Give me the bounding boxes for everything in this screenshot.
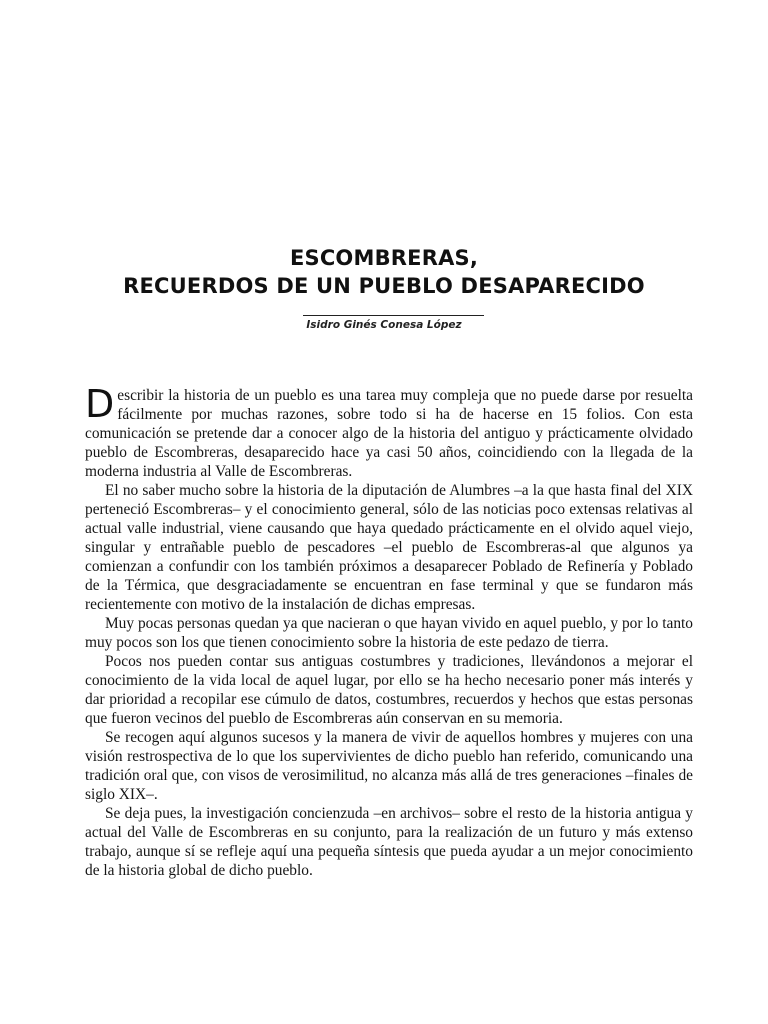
- title-line-2: RECUERDOS DE UN PUEBLO DESAPARECIDO: [123, 274, 645, 298]
- author-divider: [303, 315, 484, 316]
- paragraph-2: El no saber mucho sobre la historia de la diputación de Alumbres –a la que hasta final del XIX perteneció Escombreras– y el conocimiento general, sólo de las noticias poco extensas relativas al actual valle industrial, viene causando que haya quedado prácticamente en el olvido aquel viejo, singular y entrañable pueblo de pescadores –el pueblo de Escombreras-al que algunos ya comienzan a confundir con los también próximos a desaparecer Poblado de Refinería y Poblado de la Térmica, que desgraciadamente se encuentran en fase terminal y que se fundaron más recientemente con motivo de la instalación de dichas empresas.: [85, 482, 693, 613]
- article-body: [85, 382, 693, 880]
- paragraph-5: Se recogen aquí algunos sucesos y la manera de vivir de aquellos hombres y mujeres con una visión restrospectiva de lo que los supervivientes de dicho pueblo han referido, comunicando una tradición oral que, con visos de verosimilitud, no alcanza más allá de tres generaciones –finales de siglo XIX–.: [85, 729, 693, 803]
- paragraph-4: Pocos nos pueden contar sus antiguas costumbres y tradiciones, llevándonos a mejorar el conocimiento de la vida local de aquel lugar, por ello se ha hecho necesario poner más interés y dar prioridad a recopilar ese cúmulo de datos, costumbres, recuerdos y hechos que estas personas que fueron vecinos del pueblo de Escombreras aún conservan en su memoria.: [85, 653, 693, 727]
- author-name: Isidro Ginés Conesa López: [306, 319, 462, 331]
- drop-cap: D: [85, 382, 115, 426]
- paragraph-1: [85, 382, 693, 481]
- title-line-1: ESCOMBRERAS,: [289, 246, 479, 270]
- paragraph-6: Se deja pues, la investigación concienzuda –en archivos– sobre el resto de la historia antigua y actual del Valle de Escombreras en su conjunto, para la realización de un futuro y más extenso trabajo, aunque sí se refleje aquí una pequeña síntesis que pueda ayudar a un mejor conocimiento de la historia global de dicho pueblo.: [85, 805, 693, 879]
- paragraph-3: Muy pocas personas quedan ya que nacieran o que hayan vivido en aquel pueblo, y por lo tanto muy pocos son los que tienen conocimiento sobre la historia de este pedazo de tierra.: [85, 615, 693, 651]
- paragraph-1-text: escribir la historia de un pueblo es una tarea muy compleja que no puede darse por resuelta fácilmente por muchas razones, sobre todo si ha de hacerse en 15 folios. Con esta comunicación se pretende dar a conocer algo de la historia del antiguo y prácticamente olvidado pueblo de Escombreras, desaparecido hace ya casi 50 años, coincidiendo con la llegada de la moderna industria al Valle de Escombreras.: [85, 387, 693, 480]
